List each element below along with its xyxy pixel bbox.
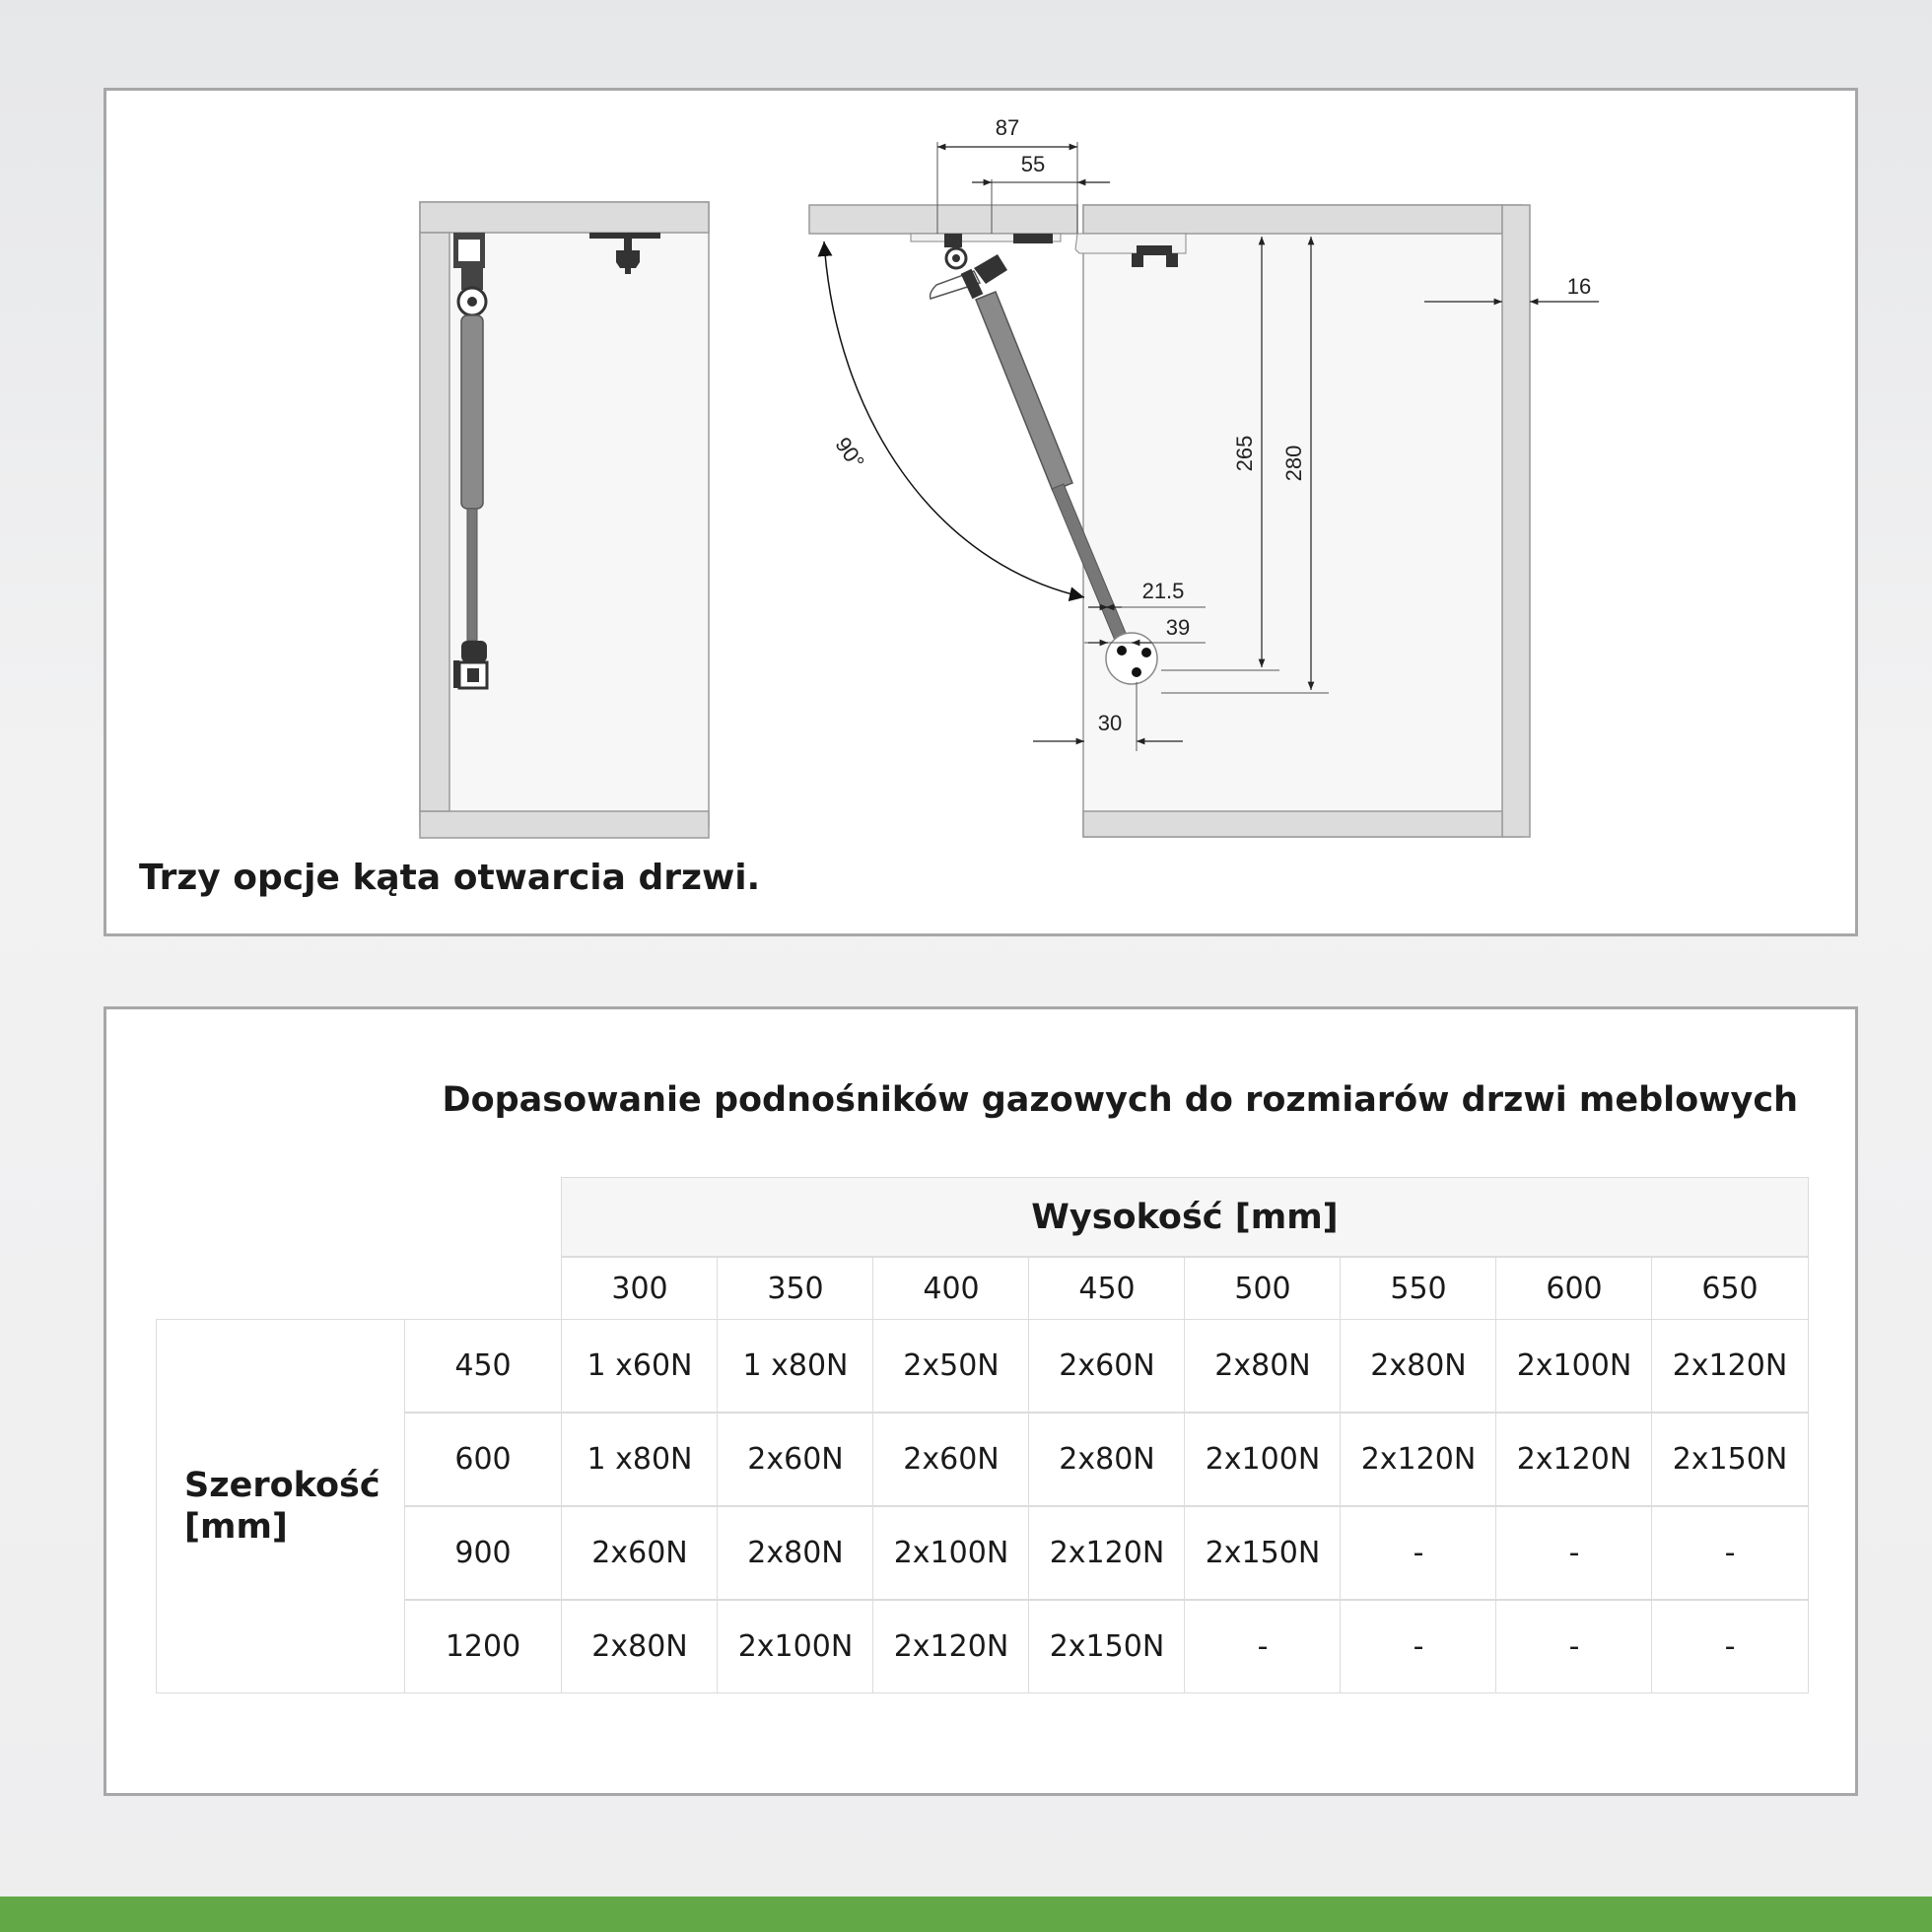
table-cell: 2x120N	[872, 1600, 1030, 1693]
cabinet-door-closed	[420, 233, 449, 811]
width-header: Szerokość [mm]	[156, 1319, 405, 1693]
gas-lift-upper-mount-icon	[931, 234, 1007, 299]
open-cabinet	[809, 205, 1530, 837]
dimension-angle-label: 90°	[830, 432, 869, 474]
diagram-panel	[104, 88, 1858, 936]
cabinet-back-panel	[1083, 205, 1522, 837]
table-cell: -	[1340, 1600, 1497, 1693]
gas-spring-cylinder	[461, 315, 483, 509]
table-cell: 2x100N	[1495, 1319, 1653, 1413]
height-value-cell: 650	[1651, 1257, 1809, 1320]
table-cell: 2x80N	[1340, 1319, 1497, 1413]
table-cell: 2x60N	[561, 1506, 719, 1600]
table-cell: 2x150N	[1651, 1413, 1809, 1506]
height-header: Wysokość [mm]	[561, 1177, 1809, 1257]
width-value-cell: 600	[404, 1413, 562, 1506]
table-cell: 2x120N	[1028, 1506, 1186, 1600]
dimension-16-label: 16	[1566, 274, 1592, 299]
width-value-cell: 450	[404, 1319, 562, 1413]
table-cell: -	[1184, 1600, 1342, 1693]
table-cell: 2x100N	[717, 1600, 874, 1693]
cabinet-bottom-board	[1083, 811, 1502, 837]
table-cell: 2x60N	[872, 1413, 1030, 1506]
dimension-280-label: 280	[1281, 445, 1306, 482]
width-value-cell: 900	[404, 1506, 562, 1600]
dimension-55-label: 55	[1020, 152, 1046, 176]
table-cell: 2x120N	[1495, 1413, 1653, 1506]
height-value-cell: 400	[872, 1257, 1030, 1320]
table-cell: 2x80N	[1028, 1413, 1186, 1506]
table-cell: 2x150N	[1184, 1506, 1342, 1600]
table-cell: 2x50N	[872, 1319, 1030, 1413]
table-cell: 2x60N	[717, 1413, 874, 1506]
table-cell: 1 x80N	[561, 1413, 719, 1506]
closed-cabinet	[420, 202, 709, 838]
height-value-cell: 500	[1184, 1257, 1342, 1320]
accent-bar	[0, 1897, 1932, 1932]
table-panel	[104, 1006, 1858, 1796]
cabinet-top-board	[1083, 205, 1502, 234]
table-cell: 2x120N	[1651, 1319, 1809, 1413]
dimension-30-label: 30	[1097, 711, 1123, 735]
height-value-cell: 550	[1340, 1257, 1497, 1320]
table-cell: 2x150N	[1028, 1600, 1186, 1693]
table-cell: -	[1340, 1506, 1497, 1600]
table-title: Dopasowanie podnośników gazowych do rozmiarów drzwi meblowych	[442, 1080, 1798, 1120]
table-cell: 2x120N	[1340, 1413, 1497, 1506]
table-cell: -	[1651, 1600, 1809, 1693]
dimension-265-label: 265	[1232, 435, 1257, 472]
table-cell: 2x80N	[717, 1506, 874, 1600]
dimension-87-label: 87	[995, 115, 1020, 140]
gas-lift-lower-mount-icon	[1106, 633, 1157, 684]
height-value-cell: 350	[717, 1257, 874, 1320]
cabinet-top-board	[420, 202, 709, 233]
table-cell: -	[1495, 1600, 1653, 1693]
cabinet-bottom-board	[420, 811, 709, 838]
diagram-caption: Trzy opcje kąta otwarcia drzwi.	[139, 858, 761, 898]
height-value-cell: 450	[1028, 1257, 1186, 1320]
table-cell: -	[1495, 1506, 1653, 1600]
table-cell: 1 x80N	[717, 1319, 874, 1413]
table-cell: 2x80N	[1184, 1319, 1342, 1413]
dimension-21-5-label: 21.5	[1141, 579, 1185, 603]
height-value-cell: 300	[561, 1257, 719, 1320]
gas-lift-diagram	[106, 91, 1855, 933]
table-cell: 2x60N	[1028, 1319, 1186, 1413]
table-cell: 2x100N	[1184, 1413, 1342, 1506]
table-cell: 1 x60N	[561, 1319, 719, 1413]
table-cell: 2x100N	[872, 1506, 1030, 1600]
dimension-39-label: 39	[1165, 615, 1191, 640]
table-cell: -	[1651, 1506, 1809, 1600]
width-value-cell: 1200	[404, 1600, 562, 1693]
cabinet-door-open	[809, 205, 1077, 234]
cabinet-side-panel	[1502, 205, 1530, 837]
gas-spring-rod	[467, 509, 477, 641]
height-value-cell: 600	[1495, 1257, 1653, 1320]
table-cell: 2x80N	[561, 1600, 719, 1693]
